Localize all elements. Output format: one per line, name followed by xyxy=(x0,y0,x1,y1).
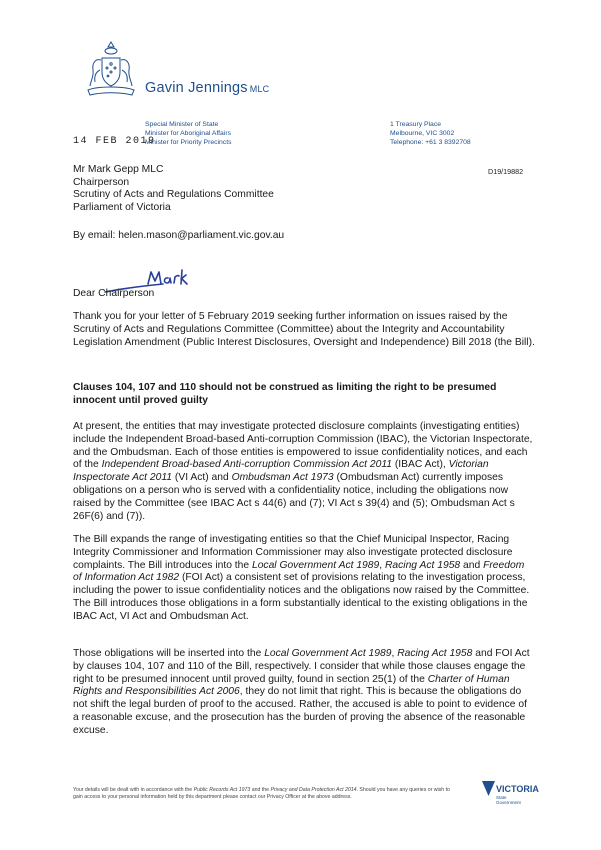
paragraph-bill-expands: The Bill expands the range of investigating entities so that the Chief Municipal Inspector, Racing Integrity Commissioner and Information Commissioner may also investigate protected disclosure complaints. The Bill introduces into the Local Government Act 1989, Racing Act 1958 and Freedom of Information Act 1982 (FOI Act) a consistent set of provisions relating to the investigation process, including the power to issue confidentiality notices and the obligations now raised by the Committee. The Bill introduces those obligations in a form substantially identical to the existing obligations in the IBAC Act, VI Act and Ombudsman Act. xyxy=(73,534,530,622)
date-stamp: 14 FEB 2019 xyxy=(73,136,156,147)
role-line: Minister for Priority Precincts xyxy=(145,139,232,147)
telephone-line: Telephone: +61 3 8392708 xyxy=(390,139,471,147)
role-line: Special Minister of State xyxy=(145,121,219,128)
paragraph-intro: Thank you for your letter of 5 February 2019 seeking further information on issues raised by the Scrutiny of Acts and Regulations Committee (Committee) about the Integrity and Accountability Legislation Amendment (Public Interest Disclosures, Oversight and Independence) Bill 2018 (the Bill). xyxy=(73,311,535,348)
minister-name-text: Gavin Jennings xyxy=(145,80,248,96)
minister-suffix: MLC xyxy=(249,84,270,94)
section-heading: Clauses 104, 107 and 110 should not be construed as limiting the right to be presumed innocent until proved guilty xyxy=(73,382,497,406)
recipient-line: Parliament of Victoria xyxy=(73,201,171,213)
coat-of-arms-crest-icon xyxy=(80,40,142,102)
recipient-block xyxy=(73,164,274,214)
office-address xyxy=(390,120,471,148)
recipient-line: Scrutiny of Acts and Regulations Committee xyxy=(73,189,274,201)
victoria-state-government-logo-icon xyxy=(480,778,560,814)
minister-name xyxy=(145,80,269,96)
recipient-line: Mr Mark Gepp MLC xyxy=(73,164,164,175)
role-line: Minister for Aboriginal Affairs xyxy=(145,130,232,138)
logo-sub1: State xyxy=(496,795,507,800)
paragraph-obligations-inserted: Those obligations will be inserted into the Local Government Act 1989, Racing Act 1958 and FOI Act by clauses 104, 107 and 110 of the Bill, respectively. I consider that while those clauses engage the right to be presumed innocent until proved guilty, found in section 25(1) of the Charter of Human Rights and Responsibilities Act 2006, they do not limit that right. This is because the obligations do not shift the legal burden of proof to the accused. Rather, the accused is able to point to evidence of a reasonable excuse, and the prosecution has the burden of proving the absence of the reasonable excuse. xyxy=(73,648,530,736)
address-line: 1 Treasury Place xyxy=(390,121,441,128)
recipient-line: Chairperson xyxy=(73,176,130,188)
address-line: Melbourne, VIC 3002 xyxy=(390,130,455,138)
logo-sub2: Government xyxy=(496,800,521,805)
privacy-footer: Your details will be dealt with in accordance with the Public Records Act 1973 and the Privacy and Data Protection Act 2014. Should you have any queries or wish to gain access to your personal information held by this department please contact our Privacy Officer at the above address. xyxy=(73,787,450,800)
salutation: Dear Chairperson xyxy=(73,288,155,299)
minister-roles xyxy=(145,120,232,148)
reference-number: D19/19882 xyxy=(488,167,524,176)
email-line: By email: helen.mason@parliament.vic.gov.au xyxy=(73,230,285,241)
logo-name: VICTORIA xyxy=(496,784,539,794)
paragraph-present-entities: At present, the entities that may investigate protected disclosure complaints (investigating entities) include the Independent Broad-based Anti-corruption Commission (IBAC), the Victorian Inspectorate, and the Ombudsman. Each of those entities is empowered to issue confidentiality notices, and each of the Independent Broad-based Anti-corruption Commission Act 2011 (IBAC Act), Victorian Inspectorate Act 2011 (VI Act) and Ombudsman Act 1973 (Ombudsman Act) currently imposes obligations on a person who is served with a confidentiality notice, including the obligations now raised by the Committee (see IBAC Act s 44(6) and (7); VI Act s 39(4) and (5); Ombudsman Act s 26F(6) and (7)). xyxy=(73,421,533,522)
